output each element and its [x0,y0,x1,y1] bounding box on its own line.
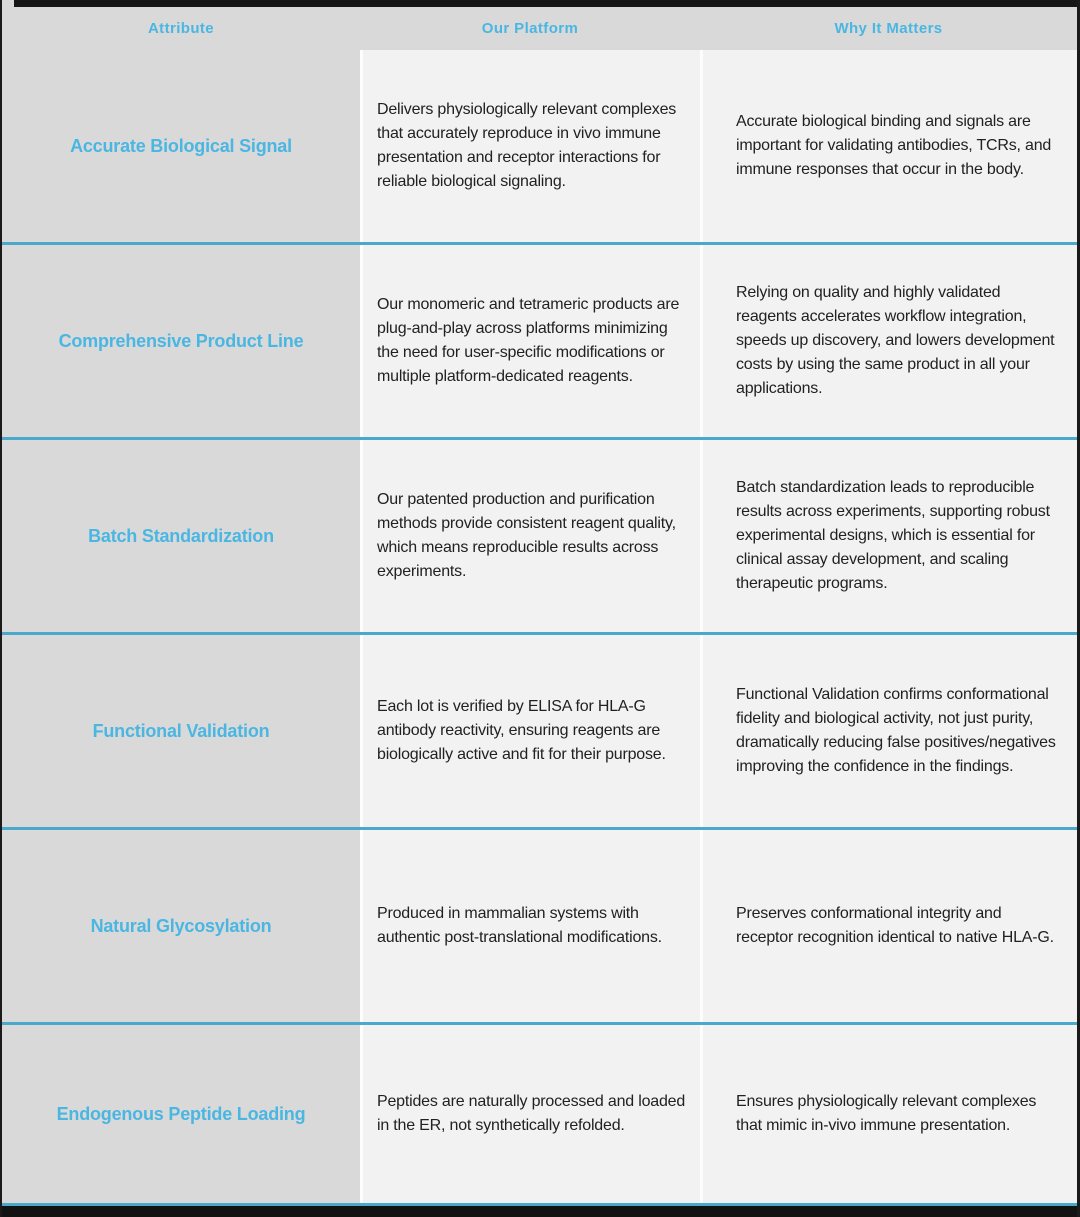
bottom-border-bar [2,1206,1077,1217]
why-it-matters-cell: Batch standardization leads to reproducible results across experiments, supporting robust experimental designs, which is essential for clinical assay development, and scaling therapeutic programs. [700,440,1077,632]
table-row [2,242,1077,437]
table-row [2,50,1077,242]
our-platform-cell: Our monomeric and tetrameric products are plug-and-play across platforms minimizing the need for user-specific modifications or multiple platform-dedicated reagents. [360,245,700,437]
table-row [2,437,1077,632]
attribute-cell: Endogenous Peptide Loading [2,1025,360,1203]
why-it-matters-cell: Relying on quality and highly validated reagents accelerates workflow integration, speeds up discovery, and lowers development costs by using the same product in all your applications. [700,245,1077,437]
our-platform-cell: Delivers physiologically relevant complexes that accurately reproduce in vivo immune presentation and receptor interactions for reliable biological signaling. [360,50,700,242]
attribute-cell: Natural Glycosylation [2,830,360,1022]
column-header-attribute: Attribute [147,20,215,37]
table-top-edge [2,0,1077,7]
why-it-matters-cell: Functional Validation confirms conformational fidelity and biological activity, not just purity, dramatically reducing false positives/negatives improving the confidence in the findings. [700,635,1077,827]
our-platform-cell: Our patented production and purification methods provide consistent reagent quality, which means reproducible results across experiments. [360,440,700,632]
table-row [2,1022,1077,1203]
table-row [2,827,1077,1022]
why-it-matters-cell: Ensures physiologically relevant complexes that mimic in-vivo immune presentation. [700,1025,1077,1203]
attribute-cell: Batch Standardization [2,440,360,632]
table-header-row [2,7,1077,50]
attribute-cell: Functional Validation [2,635,360,827]
column-header-our-platform: Our Platform [481,20,579,37]
attribute-cell: Comprehensive Product Line [2,245,360,437]
why-it-matters-cell: Preserves conformational integrity and receptor recognition identical to native HLA-G. [700,830,1077,1022]
why-it-matters-cell: Accurate biological binding and signals are important for validating antibodies, TCRs, and immune responses that occur in the body. [700,50,1077,242]
our-platform-cell: Each lot is verified by ELISA for HLA-G antibody reactivity, ensuring reagents are biologically active and fit for their purpose. [360,635,700,827]
our-platform-cell: Peptides are naturally processed and loaded in the ER, not synthetically refolded. [360,1025,700,1203]
our-platform-cell: Produced in mammalian systems with authentic post-translational modifications. [360,830,700,1022]
table-row [2,632,1077,827]
column-header-why-it-matters: Why It Matters [834,20,943,37]
top-border-bar [14,0,1077,7]
attribute-cell: Accurate Biological Signal [2,50,360,242]
